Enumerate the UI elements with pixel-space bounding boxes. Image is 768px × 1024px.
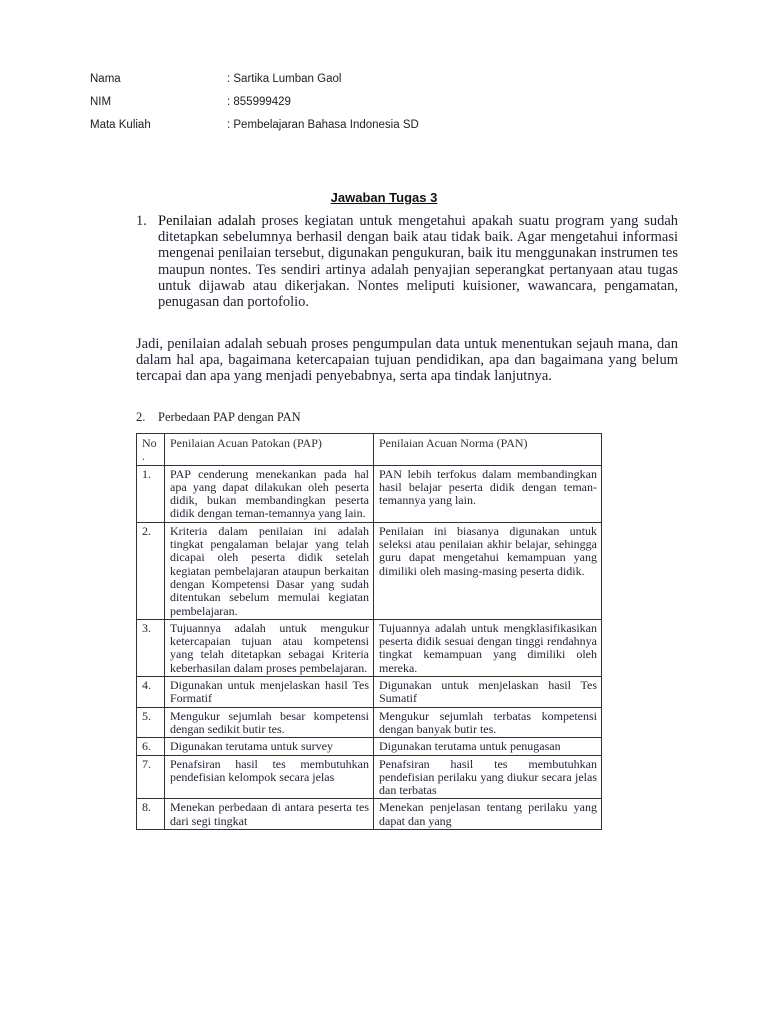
page-title: Jawaban Tugas 3	[330, 190, 438, 205]
table-row	[137, 522, 602, 619]
pap-cell: Digunakan untuk menjelaskan hasil Tes Formatif	[165, 677, 374, 708]
conclusion-paragraph: Jadi, penilaian adalah sebuah proses pengumpulan data untuk menentukan sejauh mana, dan dalam hal apa, bagaimana ketercapaian tujuan pendidikan, apa dan bagaimana yang belum tercapai dan apa yang menjadi penyebabnya, serta apa tindak lanjutnya.	[136, 336, 678, 385]
header-pan: Penilaian Acuan Norma (PAN)	[374, 434, 602, 466]
question-1-lead: Penilaian adalah	[158, 213, 256, 229]
table-row	[137, 755, 602, 799]
question-2	[136, 410, 301, 425]
pan-cell: Penafsiran hasil tes membutuhkan pendefisian perilaku yang diukur secara jelas dan terbatas	[374, 755, 602, 799]
question-2-number: 2.	[136, 410, 146, 424]
comparison-table	[136, 433, 602, 830]
pan-cell: Menekan penjelasan tentang perilaku yang dapat dan yang	[374, 799, 602, 830]
pan-cell: PAN lebih terfokus dalam membandingkan hasil belajar peserta didik dengan teman-temannya yang lain.	[374, 465, 602, 522]
question-1-number: 1.	[136, 213, 147, 229]
question-1	[136, 213, 678, 310]
row-number: 3.	[137, 619, 165, 676]
row-number: 1.	[137, 465, 165, 522]
mata-kuliah-label: Mata Kuliah	[90, 119, 151, 131]
header-no: No .	[137, 434, 165, 466]
table-row	[137, 465, 602, 522]
pap-cell: Tujuannya adalah untuk mengukur ketercapaian tujuan atau kompetensi yang telah ditetapkan sebagai Kriteria keberhasilan dalam proses pembelajaran.	[165, 619, 374, 676]
pan-cell: Digunakan untuk menjelaskan hasil Tes Sumatif	[374, 677, 602, 708]
header-pap: Penilaian Acuan Patokan (PAP)	[165, 434, 374, 466]
pap-cell: Penafsiran hasil tes membutuhkan pendefisian kelompok secara jelas	[165, 755, 374, 799]
row-number: 7.	[137, 755, 165, 799]
row-number: 8.	[137, 799, 165, 830]
row-number: 2.	[137, 522, 165, 619]
nama-value: : Sartika Lumban Gaol	[227, 73, 342, 85]
mata-kuliah-value: : Pembelajaran Bahasa Indonesia SD	[227, 119, 419, 131]
pap-cell: Mengukur sejumlah besar kompetensi dengan sedikit butir tes.	[165, 707, 374, 738]
nim-value: : 855999429	[227, 96, 291, 108]
table-row	[137, 799, 602, 830]
pap-cell: Digunakan terutama untuk survey	[165, 738, 374, 755]
question-1-body: proses kegiatan untuk mengetahui apakah suatu program yang sudah ditetapkan sebelumnya berhasil dengan baik atau tidak baik. Agar mengetahui informasi mengenai penilaian tersebut, digunakan pengukuran, baik itu menggunakan instrumen tes maupun nontes. Tes sendiri artinya adalah penyajian seperangkat pertanyaan atau tugas untuk dijawab atau dikerjakan. Nontes meliputi kuisioner, wawancara, pengamatan, penugasan dan portofolio.	[158, 213, 679, 311]
nim-label: NIM	[90, 96, 112, 108]
table-row	[137, 619, 602, 676]
table-header-row	[137, 434, 602, 466]
pap-cell: PAP cenderung menekankan pada hal apa yang dapat dilakukan oleh peserta didik, bukan membandingkan peserta didik dengan teman-temannya yang lain.	[165, 465, 374, 522]
pap-cell: Menekan perbedaan di antara peserta tes dari segi tingkat	[165, 799, 374, 830]
pan-cell: Penilaian ini biasanya digunakan untuk seleksi atau penilaian akhir belajar, sehingga guru dapat mengetahui kemampuan yang dimiliki oleh masing-masing peserta didik.	[374, 522, 602, 619]
table-row	[137, 738, 602, 755]
nama-label: Nama	[90, 73, 121, 85]
question-2-text: Perbedaan PAP dengan PAN	[158, 410, 301, 424]
pan-cell: Digunakan terutama untuk penugasan	[374, 738, 602, 755]
question-1-text	[158, 213, 678, 310]
row-number: 5.	[137, 707, 165, 738]
pap-cell: Kriteria dalam penilaian ini adalah tingkat pengalaman belajar yang telah dicapai oleh peserta didik setelah kegiatan pembelajaran ataupun berkaitan dengan Kompetensi Dasar yang sudah ditentukan sebelum memulai kegiatan pembelajaran.	[165, 522, 374, 619]
pan-cell: Tujuannya adalah untuk mengklasifikasikan peserta didik sesuai dengan tinggi rendahnya tingkat kemampuan yang dimiliki oleh mereka.	[374, 619, 602, 676]
row-number: 4.	[137, 677, 165, 708]
row-number: 6.	[137, 738, 165, 755]
table-row	[137, 677, 602, 708]
table-row	[137, 707, 602, 738]
pan-cell: Mengukur sejumlah terbatas kompetensi dengan banyak butir tes.	[374, 707, 602, 738]
